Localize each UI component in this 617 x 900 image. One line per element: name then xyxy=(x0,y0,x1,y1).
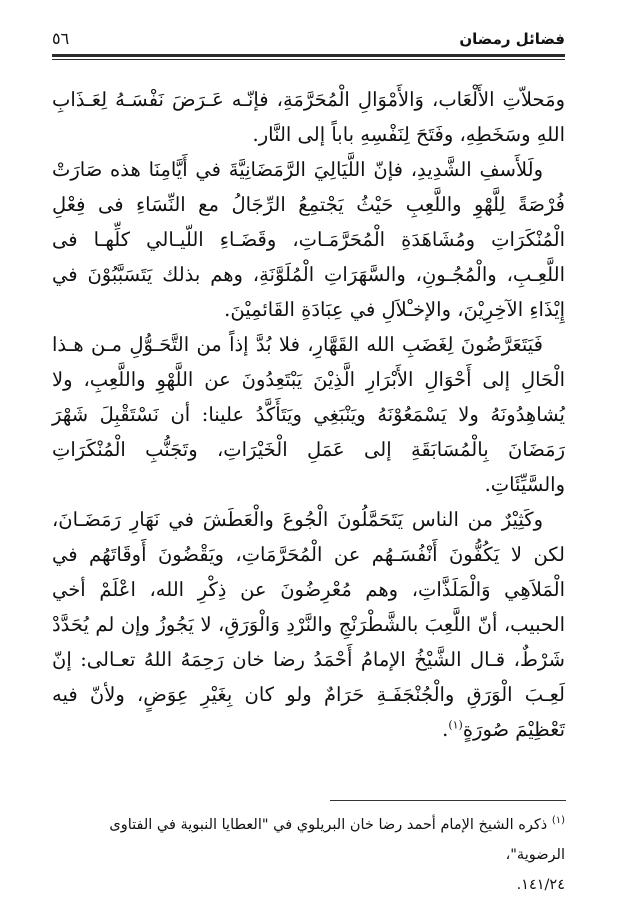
paragraph-1: ومَحلاّتِ الأَلْعَاب، وَالأَمْوَالِ الْمُحَرَّمَةِ، فإنّـه عَـرَضَ نَفْسَـهُ لِعَـذَابِ اللهِ وسَخَطِهِ، وفَتَحَ لِنَفْسِهِ باباً إلى النَّار. xyxy=(52,88,565,146)
paragraph-3: فَيَتَعَرَّضُونَ لِغَضَبِ الله القَهَّارِ، فلا بُدَّ إذاً من التَّحَـوُّلِ مـن هـذا الْحَالِ إلى أَحْوَالِ الأَبْرَارِ الَّذِيْنَ يَبْتَعِدُونَ عن اللَّهْوِ واللَّعِبِ، ولا يُشاهِدُونَهُ ولا يَسْمَعُوْنَهُ ويَنْبَغِي ويَتَأَكَّدُ علينا: أن نَسْتَقْبِلَ شَهْرَ رَمَضَانَ بِالْمُسَابَقَةِ إلى عَمَلِ الْخَيْرَاتِ، وتَجَنُّبِ الْمُنْكَرَاتِ والسَّيِّئَاتِ. xyxy=(52,333,565,496)
main-text xyxy=(52,82,565,747)
book-title: فضائل رمضان xyxy=(459,30,565,48)
footnote-marker: (١) xyxy=(551,815,565,827)
footnote xyxy=(52,810,565,900)
page-number: ٥٦ xyxy=(52,29,70,48)
footnote-reference[interactable]: (١) xyxy=(448,718,463,732)
paragraph-4-end: . xyxy=(442,718,449,741)
paragraph-4-text: وكَثِيْرٌ من الناس يَتَحَمَّلُونَ الْجُوعَ والْعَطَشَ في نَهَارِ رَمَضَـانَ، لكن لا يَكُفُّونَ أَنْفُسَـهُم عن الْمُحَرَّمَاتِ، ويَقْضُونَ أَوقَاتَهُم في الْمَلاَهِي وَالْمَلَذَّاتِ، وهم مُعْرِضُونَ عن ذِكْرِ الله، اعْلَمْ أخي الحبيب، أنّ اللَّعِبَ بالشَّطْرَنْجِ والنَّرْدِ وَالْوَرَقِ، لا يَجُوزُ وإن لم يُحَدَّدْ شَرْطٌ، قـال الشَّيْخُ الإمامُ أَحْمَدُ رضا خان رَحِمَهُ اللهُ تعـالى: إنّ لَعِـبَ الْوَرَقِ والْجُنْجَفَـةِ حَرَامٌ ولو كان بِغَيْرِ عِوَضٍ، ولأنّ فيه تَعْظِيْمَ صُورَةٍ xyxy=(52,508,565,741)
footnote-line-2: ١٤١/٢٤. xyxy=(516,877,565,893)
page-header xyxy=(52,22,565,48)
footnote-separator xyxy=(330,800,566,801)
header-rule-thick xyxy=(52,54,565,57)
footnote-text: ذكره الشيخ الإمام أحمد رضا خان البريلوي في "العطايا النبوية في الفتاوى الرضوية"، xyxy=(109,817,565,863)
paragraph-2: ولَلأَسفِ الشَّدِيدِ، فإنّ اللَّيَالِيَ الرَّمَضَانِيَّةَ في أَيَّامِنَا هذه صَارَتْ فُرْصَةً لِلَّهْوِ واللَّعِبِ حَيْثُ يَجْتمِعُ الرِّجَالُ مع النِّسَاءِ فى فِعْلِ الْمُنْكَرَاتِ ومُشَاهَدَةِ الْمُحَرَّمَـاتِ، وقَضَـاءِ اللّيـالي كلِّهـا فى اللَّعِـبِ، والْمُجُـونِ، والسَّهَرَاتِ الْمُلَوَّنَةِ، وهم بذلك يَتَسَبَّبُوْنَ في إِيْذَاءِ الآخِرِيْنَ، والإخـْلاَلِ في عِبَادَةِ القَائمِيْنَ. xyxy=(52,158,565,321)
paragraph-4 xyxy=(52,502,565,747)
header-rule-thin xyxy=(52,59,565,60)
footnote-line-1 xyxy=(52,810,565,870)
